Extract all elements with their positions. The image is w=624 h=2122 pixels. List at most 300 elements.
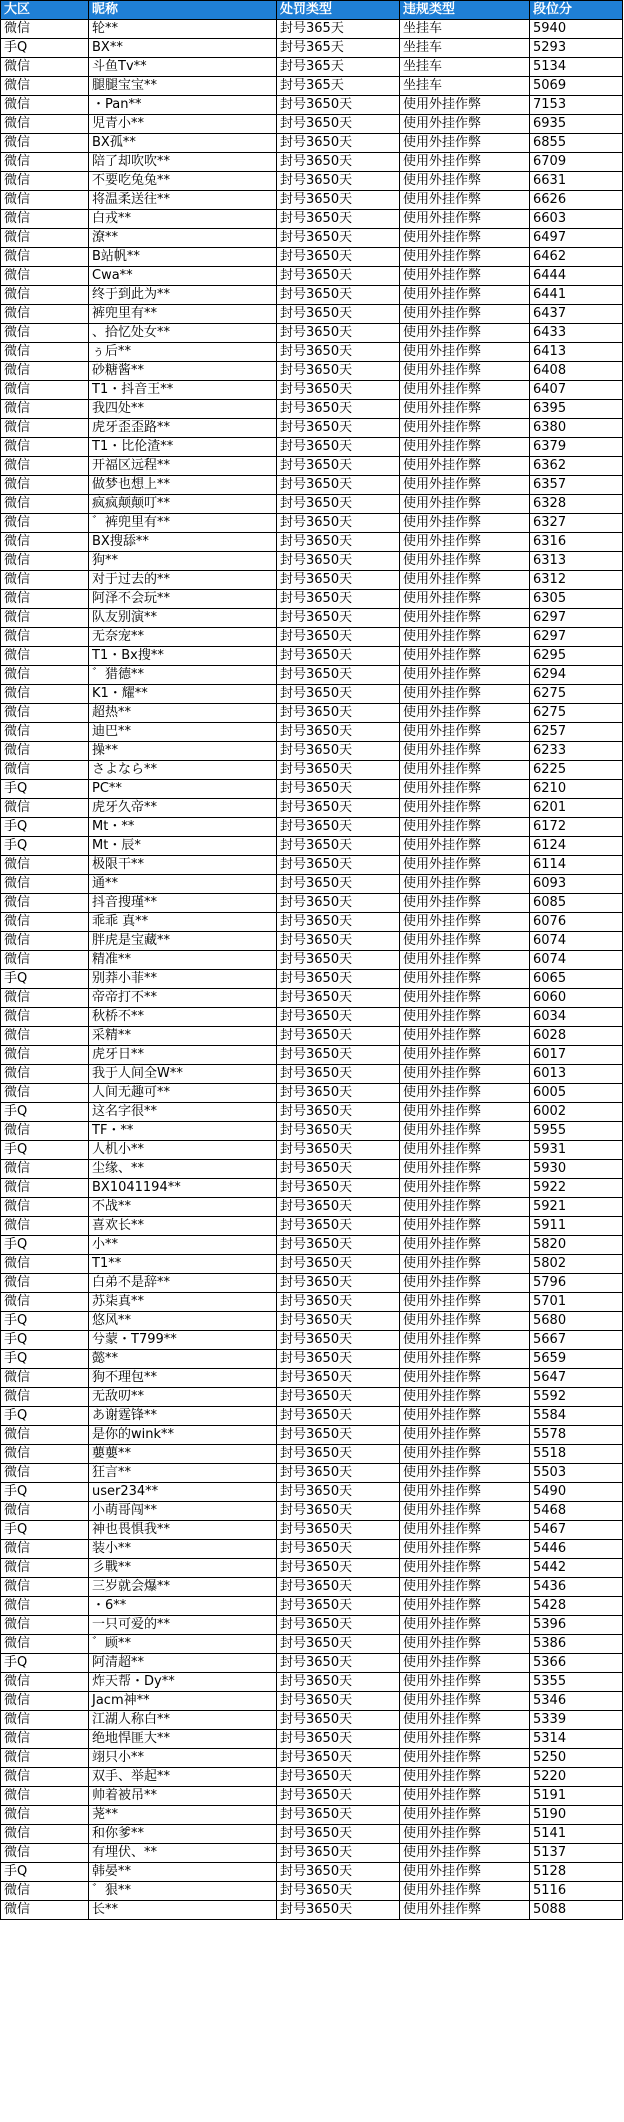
cell-rank-score: 6093	[530, 875, 623, 894]
table-row	[1, 894, 623, 913]
cell-rank-score: 6233	[530, 742, 623, 761]
cell-violation-type: 使用外挂作弊	[400, 1103, 530, 1122]
cell-nickname: 神也畏惧我**	[89, 1521, 277, 1540]
cell-rank-score: 6114	[530, 856, 623, 875]
cell-penalty-type: 封号3650天	[277, 1217, 400, 1236]
cell-nickname: 终于到此为**	[89, 286, 277, 305]
cell-penalty-type: 封号3650天	[277, 837, 400, 856]
cell-penalty-type: 封号3650天	[277, 894, 400, 913]
cell-rank-score: 5191	[530, 1787, 623, 1806]
table-row	[1, 837, 623, 856]
cell-penalty-type: 封号3650天	[277, 1274, 400, 1293]
cell-penalty-type: 封号3650天	[277, 780, 400, 799]
cell-region: 微信	[1, 1388, 89, 1407]
cell-penalty-type: 封号3650天	[277, 1008, 400, 1027]
cell-nickname: 是你的wink**	[89, 1426, 277, 1445]
cell-rank-score: 5922	[530, 1179, 623, 1198]
cell-penalty-type: 封号3650天	[277, 1673, 400, 1692]
cell-penalty-type: 封号3650天	[277, 533, 400, 552]
cell-rank-score: 6328	[530, 495, 623, 514]
cell-violation-type: 使用外挂作弊	[400, 400, 530, 419]
cell-violation-type: 坐挂车	[400, 20, 530, 39]
cell-rank-score: 5592	[530, 1388, 623, 1407]
cell-violation-type: 使用外挂作弊	[400, 666, 530, 685]
cell-rank-score: 5467	[530, 1521, 623, 1540]
cell-region: 微信	[1, 153, 89, 172]
cell-penalty-type: 封号3650天	[277, 1027, 400, 1046]
cell-penalty-type: 封号3650天	[277, 571, 400, 590]
cell-penalty-type: 封号3650天	[277, 1293, 400, 1312]
table-row	[1, 1084, 623, 1103]
cell-penalty-type: 封号3650天	[277, 1179, 400, 1198]
table-row	[1, 1331, 623, 1350]
cell-region: 手Q	[1, 1654, 89, 1673]
cell-penalty-type: 封号3650天	[277, 1616, 400, 1635]
cell-penalty-type: 封号3650天	[277, 1407, 400, 1426]
cell-rank-score: 5921	[530, 1198, 623, 1217]
cell-nickname: 人机小**	[89, 1141, 277, 1160]
table-row	[1, 571, 623, 590]
table-row	[1, 989, 623, 1008]
cell-nickname: 小萌哥闯**	[89, 1502, 277, 1521]
cell-violation-type: 使用外挂作弊	[400, 1901, 530, 1920]
cell-penalty-type: 封号3650天	[277, 1084, 400, 1103]
cell-region: 手Q	[1, 39, 89, 58]
cell-violation-type: 使用外挂作弊	[400, 837, 530, 856]
cell-nickname: 不要吃兔兔**	[89, 172, 277, 191]
cell-violation-type: 使用外挂作弊	[400, 552, 530, 571]
cell-nickname: 有埋伏、**	[89, 1844, 277, 1863]
cell-region: 微信	[1, 704, 89, 723]
cell-rank-score: 6257	[530, 723, 623, 742]
cell-rank-score: 6312	[530, 571, 623, 590]
cell-region: 微信	[1, 324, 89, 343]
cell-region: 手Q	[1, 970, 89, 989]
cell-violation-type: 使用外挂作弊	[400, 1217, 530, 1236]
table-row	[1, 115, 623, 134]
cell-violation-type: 坐挂车	[400, 39, 530, 58]
cell-rank-score: 6124	[530, 837, 623, 856]
table-row	[1, 77, 623, 96]
header-nickname: 昵称	[89, 1, 277, 20]
cell-region: 手Q	[1, 1236, 89, 1255]
cell-penalty-type: 封号3650天	[277, 590, 400, 609]
cell-violation-type: 使用外挂作弊	[400, 1350, 530, 1369]
cell-rank-score: 5446	[530, 1540, 623, 1559]
cell-region: 手Q	[1, 1483, 89, 1502]
cell-violation-type: 使用外挂作弊	[400, 1445, 530, 1464]
cell-region: 微信	[1, 932, 89, 951]
cell-rank-score: 6085	[530, 894, 623, 913]
cell-rank-score: 5442	[530, 1559, 623, 1578]
cell-region: 微信	[1, 1616, 89, 1635]
table-row	[1, 172, 623, 191]
cell-region: 微信	[1, 1217, 89, 1236]
table-row	[1, 799, 623, 818]
cell-nickname: BX1041194**	[89, 1179, 277, 1198]
cell-penalty-type: 封号3650天	[277, 134, 400, 153]
cell-nickname: 别莽小菲**	[89, 970, 277, 989]
cell-violation-type: 使用外挂作弊	[400, 438, 530, 457]
table-row	[1, 1160, 623, 1179]
cell-penalty-type: 封号3650天	[277, 856, 400, 875]
cell-region: 手Q	[1, 1521, 89, 1540]
cell-region: 微信	[1, 58, 89, 77]
cell-rank-score: 6935	[530, 115, 623, 134]
cell-penalty-type: 封号3650天	[277, 1787, 400, 1806]
cell-region: 微信	[1, 286, 89, 305]
table-row	[1, 229, 623, 248]
cell-rank-score: 6074	[530, 932, 623, 951]
table-row	[1, 1141, 623, 1160]
cell-rank-score: 5116	[530, 1882, 623, 1901]
cell-penalty-type: 封号3650天	[277, 1445, 400, 1464]
cell-penalty-type: 封号3650天	[277, 514, 400, 533]
table-row	[1, 1350, 623, 1369]
cell-nickname: 江湖人称白**	[89, 1711, 277, 1730]
cell-rank-score: 6013	[530, 1065, 623, 1084]
cell-violation-type: 使用外挂作弊	[400, 172, 530, 191]
cell-penalty-type: 封号3650天	[277, 1388, 400, 1407]
cell-nickname: 精准**	[89, 951, 277, 970]
cell-violation-type: 使用外挂作弊	[400, 153, 530, 172]
cell-rank-score: 6295	[530, 647, 623, 666]
cell-region: 微信	[1, 248, 89, 267]
cell-violation-type: 使用外挂作弊	[400, 381, 530, 400]
cell-violation-type: 使用外挂作弊	[400, 609, 530, 628]
cell-penalty-type: 封号3650天	[277, 685, 400, 704]
cell-violation-type: 使用外挂作弊	[400, 856, 530, 875]
table-row	[1, 1882, 623, 1901]
cell-nickname: 狗**	[89, 552, 277, 571]
cell-nickname: 懿**	[89, 1350, 277, 1369]
cell-penalty-type: 封号3650天	[277, 1502, 400, 1521]
cell-region: 微信	[1, 799, 89, 818]
cell-penalty-type: 封号3650天	[277, 1749, 400, 1768]
cell-rank-score: 6437	[530, 305, 623, 324]
cell-nickname: 双手、举起**	[89, 1768, 277, 1787]
cell-violation-type: 使用外挂作弊	[400, 324, 530, 343]
cell-region: 微信	[1, 609, 89, 628]
table-row	[1, 1730, 623, 1749]
cell-region: 微信	[1, 856, 89, 875]
cell-region: 微信	[1, 1806, 89, 1825]
header-row	[1, 1, 623, 20]
cell-violation-type: 使用外挂作弊	[400, 894, 530, 913]
cell-rank-score: 6305	[530, 590, 623, 609]
cell-region: 微信	[1, 1255, 89, 1274]
cell-penalty-type: 封号3650天	[277, 1350, 400, 1369]
table-row	[1, 1654, 623, 1673]
cell-violation-type: 使用外挂作弊	[400, 1046, 530, 1065]
table-row	[1, 951, 623, 970]
cell-nickname: 无敌叨**	[89, 1388, 277, 1407]
cell-violation-type: 使用外挂作弊	[400, 875, 530, 894]
table-row	[1, 818, 623, 837]
cell-region: 微信	[1, 1179, 89, 1198]
cell-nickname: 阿泽不会玩**	[89, 590, 277, 609]
cell-violation-type: 使用外挂作弊	[400, 1768, 530, 1787]
cell-region: 微信	[1, 628, 89, 647]
table-row	[1, 1901, 623, 1920]
cell-nickname: 帝帝打不**	[89, 989, 277, 1008]
cell-rank-score: 6313	[530, 552, 623, 571]
cell-region: 微信	[1, 1502, 89, 1521]
cell-rank-score: 5293	[530, 39, 623, 58]
cell-violation-type: 使用外挂作弊	[400, 1331, 530, 1350]
cell-region: 微信	[1, 134, 89, 153]
cell-region: 微信	[1, 894, 89, 913]
cell-rank-score: 6201	[530, 799, 623, 818]
cell-violation-type: 使用外挂作弊	[400, 362, 530, 381]
cell-nickname: 裤兜里有**	[89, 305, 277, 324]
cell-violation-type: 使用外挂作弊	[400, 1274, 530, 1293]
cell-penalty-type: 封号3650天	[277, 704, 400, 723]
cell-rank-score: 5250	[530, 1749, 623, 1768]
cell-violation-type: 使用外挂作弊	[400, 1559, 530, 1578]
cell-nickname: 对于过去的**	[89, 571, 277, 590]
cell-penalty-type: 封号3650天	[277, 457, 400, 476]
table-row	[1, 362, 623, 381]
cell-penalty-type: 封号365天	[277, 77, 400, 96]
cell-penalty-type: 封号3650天	[277, 1236, 400, 1255]
cell-penalty-type: 封号3650天	[277, 1103, 400, 1122]
table-row	[1, 856, 623, 875]
cell-violation-type: 使用外挂作弊	[400, 1426, 530, 1445]
table-row	[1, 1179, 623, 1198]
cell-rank-score: 5468	[530, 1502, 623, 1521]
cell-region: 微信	[1, 1635, 89, 1654]
cell-penalty-type: 封号3650天	[277, 1768, 400, 1787]
cell-region: 微信	[1, 552, 89, 571]
cell-nickname: T1・抖音王**	[89, 381, 277, 400]
cell-violation-type: 使用外挂作弊	[400, 115, 530, 134]
cell-rank-score: 5796	[530, 1274, 623, 1293]
table-row	[1, 1407, 623, 1426]
cell-violation-type: 使用外挂作弊	[400, 970, 530, 989]
cell-rank-score: 5396	[530, 1616, 623, 1635]
table-row	[1, 1825, 623, 1844]
cell-region: 手Q	[1, 1141, 89, 1160]
cell-nickname: 彡戰**	[89, 1559, 277, 1578]
table-row	[1, 134, 623, 153]
table-row	[1, 191, 623, 210]
cell-violation-type: 使用外挂作弊	[400, 723, 530, 742]
cell-region: 微信	[1, 362, 89, 381]
cell-violation-type: 坐挂车	[400, 77, 530, 96]
table-row	[1, 1122, 623, 1141]
cell-nickname: T1・Bx搜**	[89, 647, 277, 666]
cell-region: 微信	[1, 457, 89, 476]
cell-rank-score: 5701	[530, 1293, 623, 1312]
cell-rank-score: 6631	[530, 172, 623, 191]
table-row	[1, 210, 623, 229]
table-row	[1, 875, 623, 894]
cell-violation-type: 使用外挂作弊	[400, 590, 530, 609]
cell-rank-score: 6441	[530, 286, 623, 305]
cell-rank-score: 6225	[530, 761, 623, 780]
cell-rank-score: 6294	[530, 666, 623, 685]
cell-rank-score: 5820	[530, 1236, 623, 1255]
cell-region: 微信	[1, 1578, 89, 1597]
cell-nickname: 这名字很**	[89, 1103, 277, 1122]
table-row	[1, 1008, 623, 1027]
table-row	[1, 476, 623, 495]
cell-nickname: 操**	[89, 742, 277, 761]
cell-penalty-type: 封号3650天	[277, 1863, 400, 1882]
cell-nickname: 喜欢长**	[89, 1217, 277, 1236]
header-violation-type: 违规类型	[400, 1, 530, 20]
cell-nickname: Mt・辰*	[89, 837, 277, 856]
cell-penalty-type: 封号3650天	[277, 362, 400, 381]
cell-region: 手Q	[1, 837, 89, 856]
cell-penalty-type: 封号3650天	[277, 875, 400, 894]
cell-region: 微信	[1, 514, 89, 533]
table-body	[1, 20, 623, 1920]
cell-rank-score: 6603	[530, 210, 623, 229]
cell-nickname: 一只可爱的**	[89, 1616, 277, 1635]
table-row	[1, 1616, 623, 1635]
cell-nickname: TF・**	[89, 1122, 277, 1141]
cell-penalty-type: 封号3650天	[277, 419, 400, 438]
cell-region: 微信	[1, 1559, 89, 1578]
cell-rank-score: 5490	[530, 1483, 623, 1502]
cell-nickname: 炸天帮・Dy**	[89, 1673, 277, 1692]
table-row	[1, 1787, 623, 1806]
cell-violation-type: 使用外挂作弊	[400, 1521, 530, 1540]
table-row	[1, 704, 623, 723]
cell-region: 微信	[1, 1369, 89, 1388]
cell-rank-score: 5314	[530, 1730, 623, 1749]
cell-rank-score: 6172	[530, 818, 623, 837]
cell-nickname: 无奈宠**	[89, 628, 277, 647]
table-row	[1, 1711, 623, 1730]
table-row	[1, 305, 623, 324]
cell-violation-type: 使用外挂作弊	[400, 1844, 530, 1863]
cell-penalty-type: 封号3650天	[277, 1654, 400, 1673]
table-row	[1, 96, 623, 115]
cell-region: 微信	[1, 172, 89, 191]
cell-rank-score: 6297	[530, 609, 623, 628]
cell-rank-score: 6017	[530, 1046, 623, 1065]
table-row	[1, 1103, 623, 1122]
cell-nickname: 阿清超**	[89, 1654, 277, 1673]
cell-rank-score: 6357	[530, 476, 623, 495]
cell-penalty-type: 封号3650天	[277, 1844, 400, 1863]
cell-rank-score: 6297	[530, 628, 623, 647]
table-row	[1, 1065, 623, 1084]
cell-violation-type: 使用外挂作弊	[400, 1616, 530, 1635]
cell-penalty-type: 封号3650天	[277, 172, 400, 191]
cell-nickname: 悠风**	[89, 1312, 277, 1331]
cell-nickname: ・6**	[89, 1597, 277, 1616]
cell-violation-type: 使用外挂作弊	[400, 704, 530, 723]
cell-nickname: 帅着被吊**	[89, 1787, 277, 1806]
cell-violation-type: 使用外挂作弊	[400, 1578, 530, 1597]
cell-violation-type: 使用外挂作弊	[400, 1008, 530, 1027]
table-row	[1, 1578, 623, 1597]
cell-violation-type: 使用外挂作弊	[400, 1312, 530, 1331]
cell-rank-score: 6709	[530, 153, 623, 172]
cell-rank-score: 5930	[530, 1160, 623, 1179]
cell-region: 微信	[1, 1293, 89, 1312]
cell-nickname: あ谢霆锋**	[89, 1407, 277, 1426]
cell-region: 手Q	[1, 1331, 89, 1350]
cell-penalty-type: 封号3650天	[277, 647, 400, 666]
cell-region: 手Q	[1, 818, 89, 837]
table-row	[1, 267, 623, 286]
cell-violation-type: 使用外挂作弊	[400, 761, 530, 780]
cell-penalty-type: 封号3650天	[277, 248, 400, 267]
table-row	[1, 1749, 623, 1768]
table-header	[1, 1, 623, 20]
cell-rank-score: 5647	[530, 1369, 623, 1388]
cell-nickname: 砂糖酱**	[89, 362, 277, 381]
cell-region: 微信	[1, 533, 89, 552]
cell-violation-type: 使用外挂作弊	[400, 495, 530, 514]
cell-region: 手Q	[1, 1863, 89, 1882]
cell-violation-type: 使用外挂作弊	[400, 1749, 530, 1768]
table-row	[1, 1312, 623, 1331]
table-row	[1, 1521, 623, 1540]
cell-rank-score: 5386	[530, 1635, 623, 1654]
cell-violation-type: 使用外挂作弊	[400, 1692, 530, 1711]
cell-nickname: 陪了却吹吹**	[89, 153, 277, 172]
table-row	[1, 324, 623, 343]
cell-violation-type: 使用外挂作弊	[400, 685, 530, 704]
table-row	[1, 1027, 623, 1046]
cell-region: 微信	[1, 647, 89, 666]
table-row	[1, 1692, 623, 1711]
cell-nickname: 韩晏**	[89, 1863, 277, 1882]
cell-nickname: 我于人间全W**	[89, 1065, 277, 1084]
cell-region: 微信	[1, 1274, 89, 1293]
cell-violation-type: 使用外挂作弊	[400, 951, 530, 970]
table-row	[1, 533, 623, 552]
cell-violation-type: 使用外挂作弊	[400, 1407, 530, 1426]
cell-penalty-type: 封号3650天	[277, 1597, 400, 1616]
cell-region: 微信	[1, 1426, 89, 1445]
cell-region: 微信	[1, 761, 89, 780]
table-row	[1, 438, 623, 457]
cell-rank-score: 6002	[530, 1103, 623, 1122]
cell-penalty-type: 封号3650天	[277, 913, 400, 932]
cell-violation-type: 使用外挂作弊	[400, 1084, 530, 1103]
cell-violation-type: 使用外挂作弊	[400, 533, 530, 552]
cell-violation-type: 使用外挂作弊	[400, 1825, 530, 1844]
cell-nickname: 三岁就会爆**	[89, 1578, 277, 1597]
cell-region: 微信	[1, 913, 89, 932]
cell-penalty-type: 封号3650天	[277, 1730, 400, 1749]
cell-violation-type: 坐挂车	[400, 58, 530, 77]
cell-region: 微信	[1, 96, 89, 115]
cell-nickname: T1**	[89, 1255, 277, 1274]
cell-rank-score: 5069	[530, 77, 623, 96]
cell-violation-type: 使用外挂作弊	[400, 1122, 530, 1141]
cell-rank-score: 5578	[530, 1426, 623, 1445]
cell-rank-score: 6408	[530, 362, 623, 381]
table-row	[1, 647, 623, 666]
cell-violation-type: 使用外挂作弊	[400, 1236, 530, 1255]
cell-rank-score: 6005	[530, 1084, 623, 1103]
cell-rank-score: 5088	[530, 1901, 623, 1920]
cell-rank-score: 6034	[530, 1008, 623, 1027]
cell-region: 微信	[1, 875, 89, 894]
cell-region: 微信	[1, 1711, 89, 1730]
cell-violation-type: 使用外挂作弊	[400, 1502, 530, 1521]
cell-violation-type: 使用外挂作弊	[400, 647, 530, 666]
cell-nickname: BX搜舔**	[89, 533, 277, 552]
